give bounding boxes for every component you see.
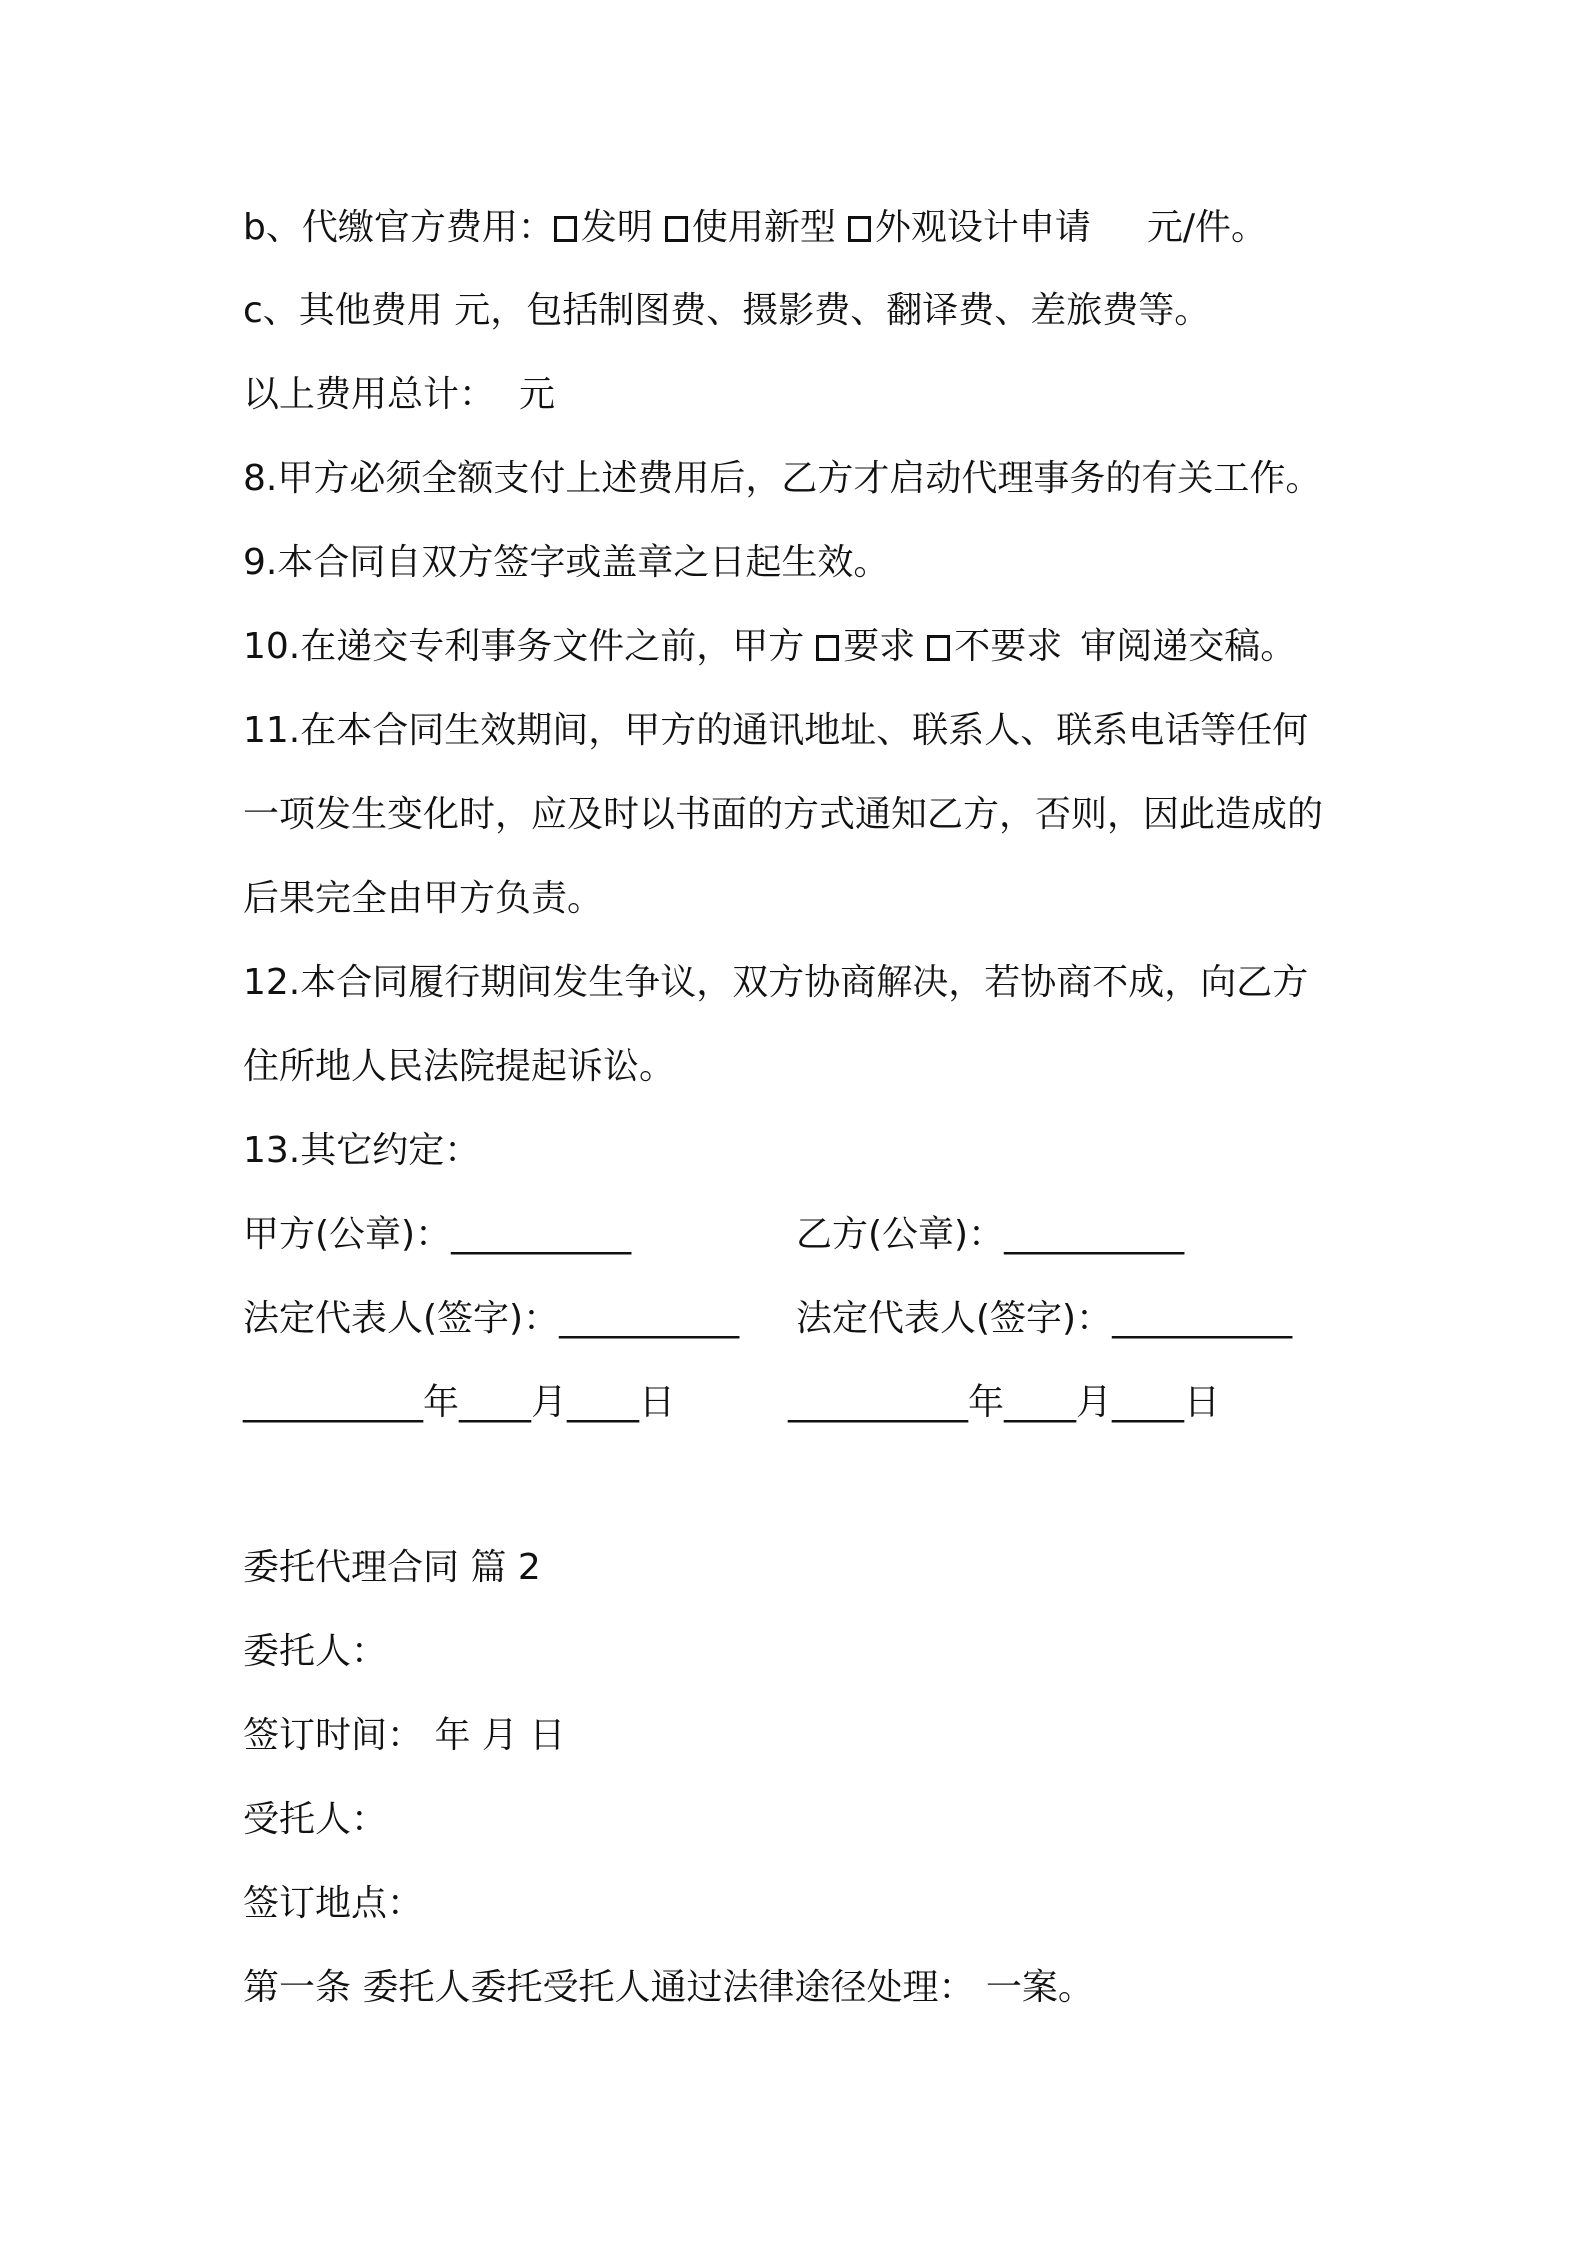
clause-8: 8.甲方必须全额支付上述费用后，乙方才启动代理事务的有关工作。 bbox=[243, 458, 1322, 499]
total-label: 以上费用总计： bbox=[243, 374, 496, 415]
clause-9: 9.本合同自双方签字或盖章之日起生效。 bbox=[243, 542, 890, 583]
fee-b-label: b、代缴官方费用： bbox=[243, 207, 554, 248]
total-line bbox=[243, 372, 555, 418]
invention-label: 发明 bbox=[580, 207, 653, 248]
date-line bbox=[243, 1380, 1220, 1426]
party-a-seal: 甲方(公章)：__________ bbox=[243, 1214, 632, 1255]
sign-place-line: 签订地点： bbox=[243, 1883, 424, 1924]
principal-line: 委托人： bbox=[243, 1631, 388, 1672]
representative-line bbox=[243, 1296, 1293, 1342]
clause-11-line-3: 后果完全由甲方负责。 bbox=[243, 878, 604, 919]
party-b-representative: 法定代表人(签字)：__________ bbox=[796, 1298, 1293, 1339]
utility-model-label: 使用新型 bbox=[691, 207, 836, 248]
clause-12-line-1: 12.本合同履行期间发生争议，双方协商解决，若协商不成，向乙方 bbox=[243, 962, 1309, 1003]
utility-model-checkbox[interactable] bbox=[665, 216, 688, 242]
design-label: 外观设计申请 bbox=[874, 207, 1091, 248]
clause-11-line-1: 11.在本合同生效期间，甲方的通讯地址、联系人、联系电话等任何 bbox=[243, 710, 1309, 751]
fee-b-unit: 元/件。 bbox=[1146, 207, 1268, 248]
party-b-seal: 乙方(公章)：__________ bbox=[796, 1214, 1185, 1255]
agent-line: 受托人： bbox=[243, 1799, 388, 1840]
clause-10-suffix: 审阅递交稿。 bbox=[1080, 626, 1297, 667]
review-not-required-label: 不要求 bbox=[954, 626, 1063, 667]
clause-11-line-2: 一项发生变化时，应及时以书面的方式通知乙方，否则，因此造成的 bbox=[243, 794, 1324, 835]
invention-checkbox[interactable] bbox=[554, 216, 577, 242]
review-required-label: 要求 bbox=[843, 626, 916, 667]
fee-c-line: c、其他费用 元，包括制图费、摄影费、翻译费、差旅费等。 bbox=[243, 290, 1211, 331]
review-not-required-checkbox[interactable] bbox=[927, 635, 950, 661]
review-required-checkbox[interactable] bbox=[816, 635, 839, 661]
fee-b-line bbox=[243, 205, 1267, 251]
clause-13: 13.其它约定： bbox=[243, 1130, 481, 1171]
clause-10-prefix: 10.在递交专利事务文件之前，甲方 bbox=[243, 626, 805, 667]
sign-date-line: 签订时间： 年 月 日 bbox=[243, 1715, 566, 1756]
seal-line bbox=[243, 1212, 1185, 1258]
party-a-representative: 法定代表人(签字)：__________ bbox=[243, 1298, 740, 1339]
contract-2-title: 委托代理合同 篇 2 bbox=[243, 1547, 541, 1588]
party-a-date: __________年____月____日 bbox=[243, 1382, 675, 1423]
design-checkbox[interactable] bbox=[848, 216, 871, 242]
clause-10 bbox=[243, 624, 1296, 670]
total-unit: 元 bbox=[519, 374, 556, 415]
clause-12-line-2: 住所地人民法院提起诉讼。 bbox=[243, 1046, 676, 1087]
party-b-date: __________年____月____日 bbox=[788, 1382, 1220, 1423]
article-1: 第一条 委托人委托受托人通过法律途径处理： 一案。 bbox=[243, 1967, 1094, 2008]
